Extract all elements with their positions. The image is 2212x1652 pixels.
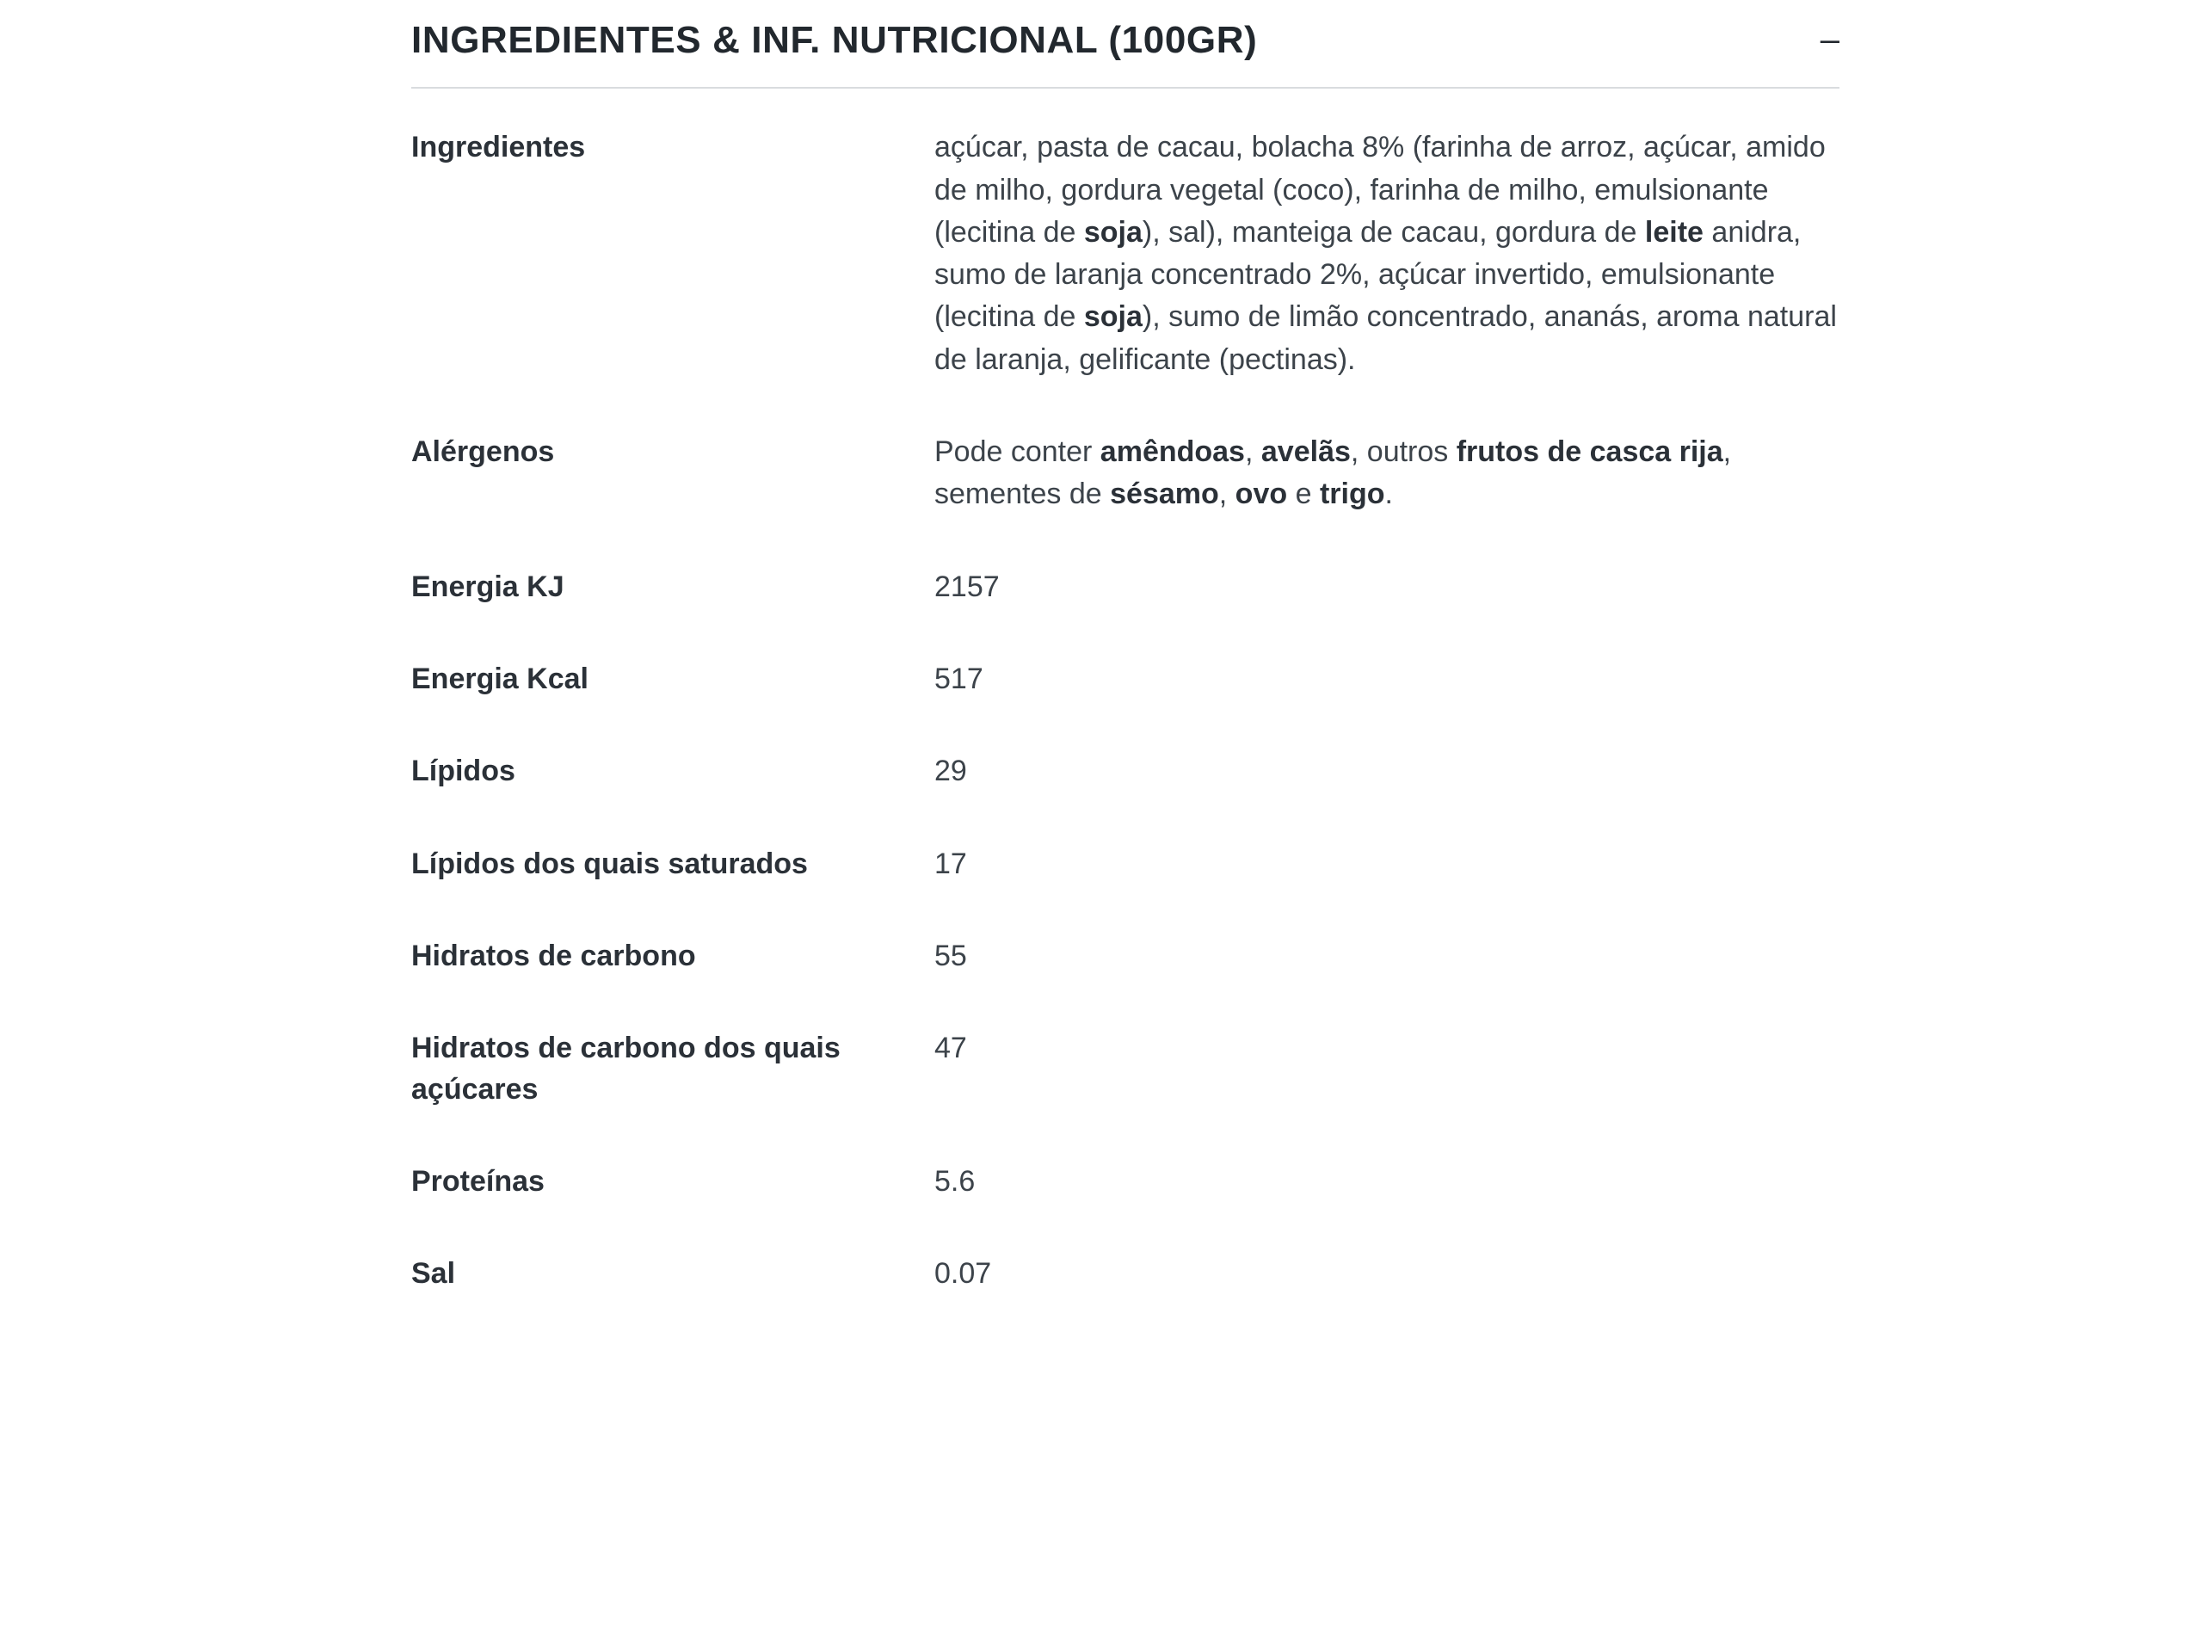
row-label: Hidratos de carbono dos quais açúcares — [411, 1032, 841, 1106]
row-value: 17 — [934, 847, 967, 880]
table-row — [411, 541, 1839, 633]
table-row — [411, 633, 1839, 725]
table-row — [411, 1228, 1839, 1320]
row-value: Pode conter amêndoas, avelãs, outros frutos de casca rija, sementes de sésamo, ovo e trigo. — [934, 435, 1732, 511]
row-label: Lípidos dos quais saturados — [411, 847, 808, 880]
table-row — [411, 818, 1839, 910]
nutrition-table-body — [411, 97, 1839, 1320]
row-label: Sal — [411, 1256, 456, 1290]
row-label: Hidratos de carbono — [411, 939, 696, 972]
row-value: açúcar, pasta de cacau, bolacha 8% (farinha de arroz, açúcar, amido de milho, gordura vegetal (coco), farinha de milho, emulsionante (lecitina de soja), sal), manteiga de cacau, gordura de leite anidra, sumo de laranja concentrado 2%, açúcar invertido, emulsionante (lecitina de soja), sumo de limão concentrado, ananás, aroma natural de laranja, gelificante (pectinas). — [934, 131, 1837, 376]
row-value: 47 — [934, 1032, 967, 1065]
minus-icon[interactable]: – — [1820, 21, 1839, 59]
row-value: 517 — [934, 662, 983, 695]
row-value: 2157 — [934, 570, 1000, 603]
row-value: 0.07 — [934, 1256, 992, 1290]
row-value: 5.6 — [934, 1164, 976, 1198]
table-row — [411, 725, 1839, 817]
section-header-toggle[interactable] — [411, 0, 1839, 89]
row-label: Proteínas — [411, 1164, 545, 1198]
row-label: Ingredientes — [411, 131, 586, 164]
row-label: Energia Kcal — [411, 662, 588, 695]
row-label: Energia KJ — [411, 570, 564, 603]
table-row — [411, 910, 1839, 1002]
section-title: INGREDIENTES & INF. NUTRICIONAL (100GR) — [411, 19, 1258, 61]
table-row — [411, 1136, 1839, 1228]
table-row — [411, 406, 1839, 541]
row-label: Alérgenos — [411, 435, 555, 469]
table-row — [411, 97, 1839, 406]
table-row — [411, 1002, 1839, 1136]
nutrition-table — [411, 97, 1839, 1320]
ingredients-nutrition-section — [411, 0, 1839, 1320]
row-value: 55 — [934, 939, 967, 972]
row-value: 29 — [934, 755, 967, 788]
row-label: Lípidos — [411, 755, 515, 788]
